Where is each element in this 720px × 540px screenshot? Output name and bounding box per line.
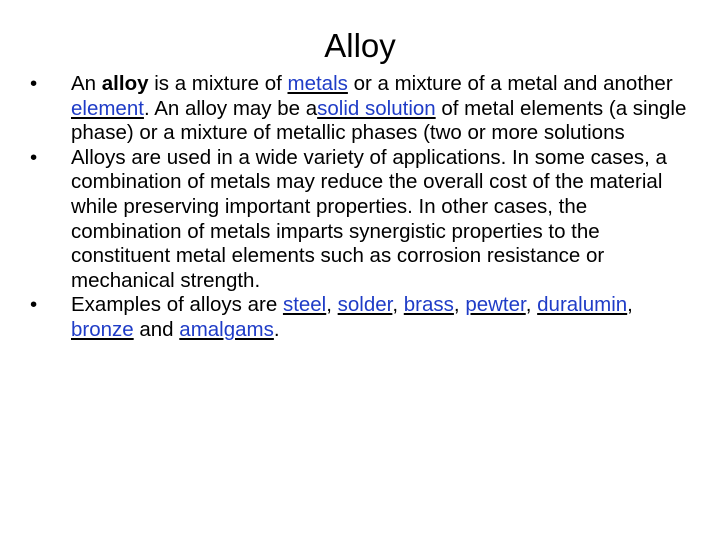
link-steel[interactable]: steel (282, 293, 327, 317)
link-solid-solution[interactable]: solid solution (317, 96, 436, 120)
text: of metal elements (a single phase) or a mixture of metallic phases (two or more solutions (71, 96, 687, 145)
text: or a mixture of a metal and another (347, 72, 673, 95)
text: An (71, 72, 102, 95)
link-amalgams[interactable]: amalgams (179, 317, 274, 341)
text: Alloys are used in a wide variety of applications. In some cases, a combination of metals may reduce the overall cost of the material while preserving important properties. In other cases, the combination of metals imparts synergistic properties to the constituent metal elements such as corrosion resistance or mechanical strength. (71, 145, 667, 292)
link-pewter[interactable]: pewter (465, 293, 526, 317)
bullet-item-definition (30, 72, 700, 146)
text: , (326, 293, 338, 317)
bullet-dot: • (30, 293, 38, 317)
slide-title: Alloy (324, 27, 396, 64)
link-duralumin[interactable]: duralumin (537, 293, 628, 317)
text: . An alloy may be a (143, 96, 318, 120)
link-metals[interactable]: metals (287, 72, 348, 95)
text: . (273, 317, 280, 341)
bullet-dot: • (30, 145, 38, 169)
text: is a mixture of (148, 72, 288, 95)
link-bronze[interactable]: bronze (71, 317, 134, 341)
link-element[interactable]: element (71, 96, 144, 120)
text: , (525, 293, 538, 317)
text: , (392, 293, 404, 317)
bullet-dot: • (30, 72, 38, 95)
bullet-list (30, 72, 700, 343)
link-solder[interactable]: solder (337, 293, 393, 317)
bullet-item-examples (30, 293, 700, 342)
text: , (453, 293, 466, 317)
text: and (133, 317, 180, 341)
text: Examples of alloys are (71, 293, 283, 317)
bullet-item-applications (30, 146, 700, 294)
bold-term-alloy: alloy (101, 72, 149, 95)
link-brass[interactable]: brass (403, 293, 454, 317)
text: , (627, 293, 633, 317)
